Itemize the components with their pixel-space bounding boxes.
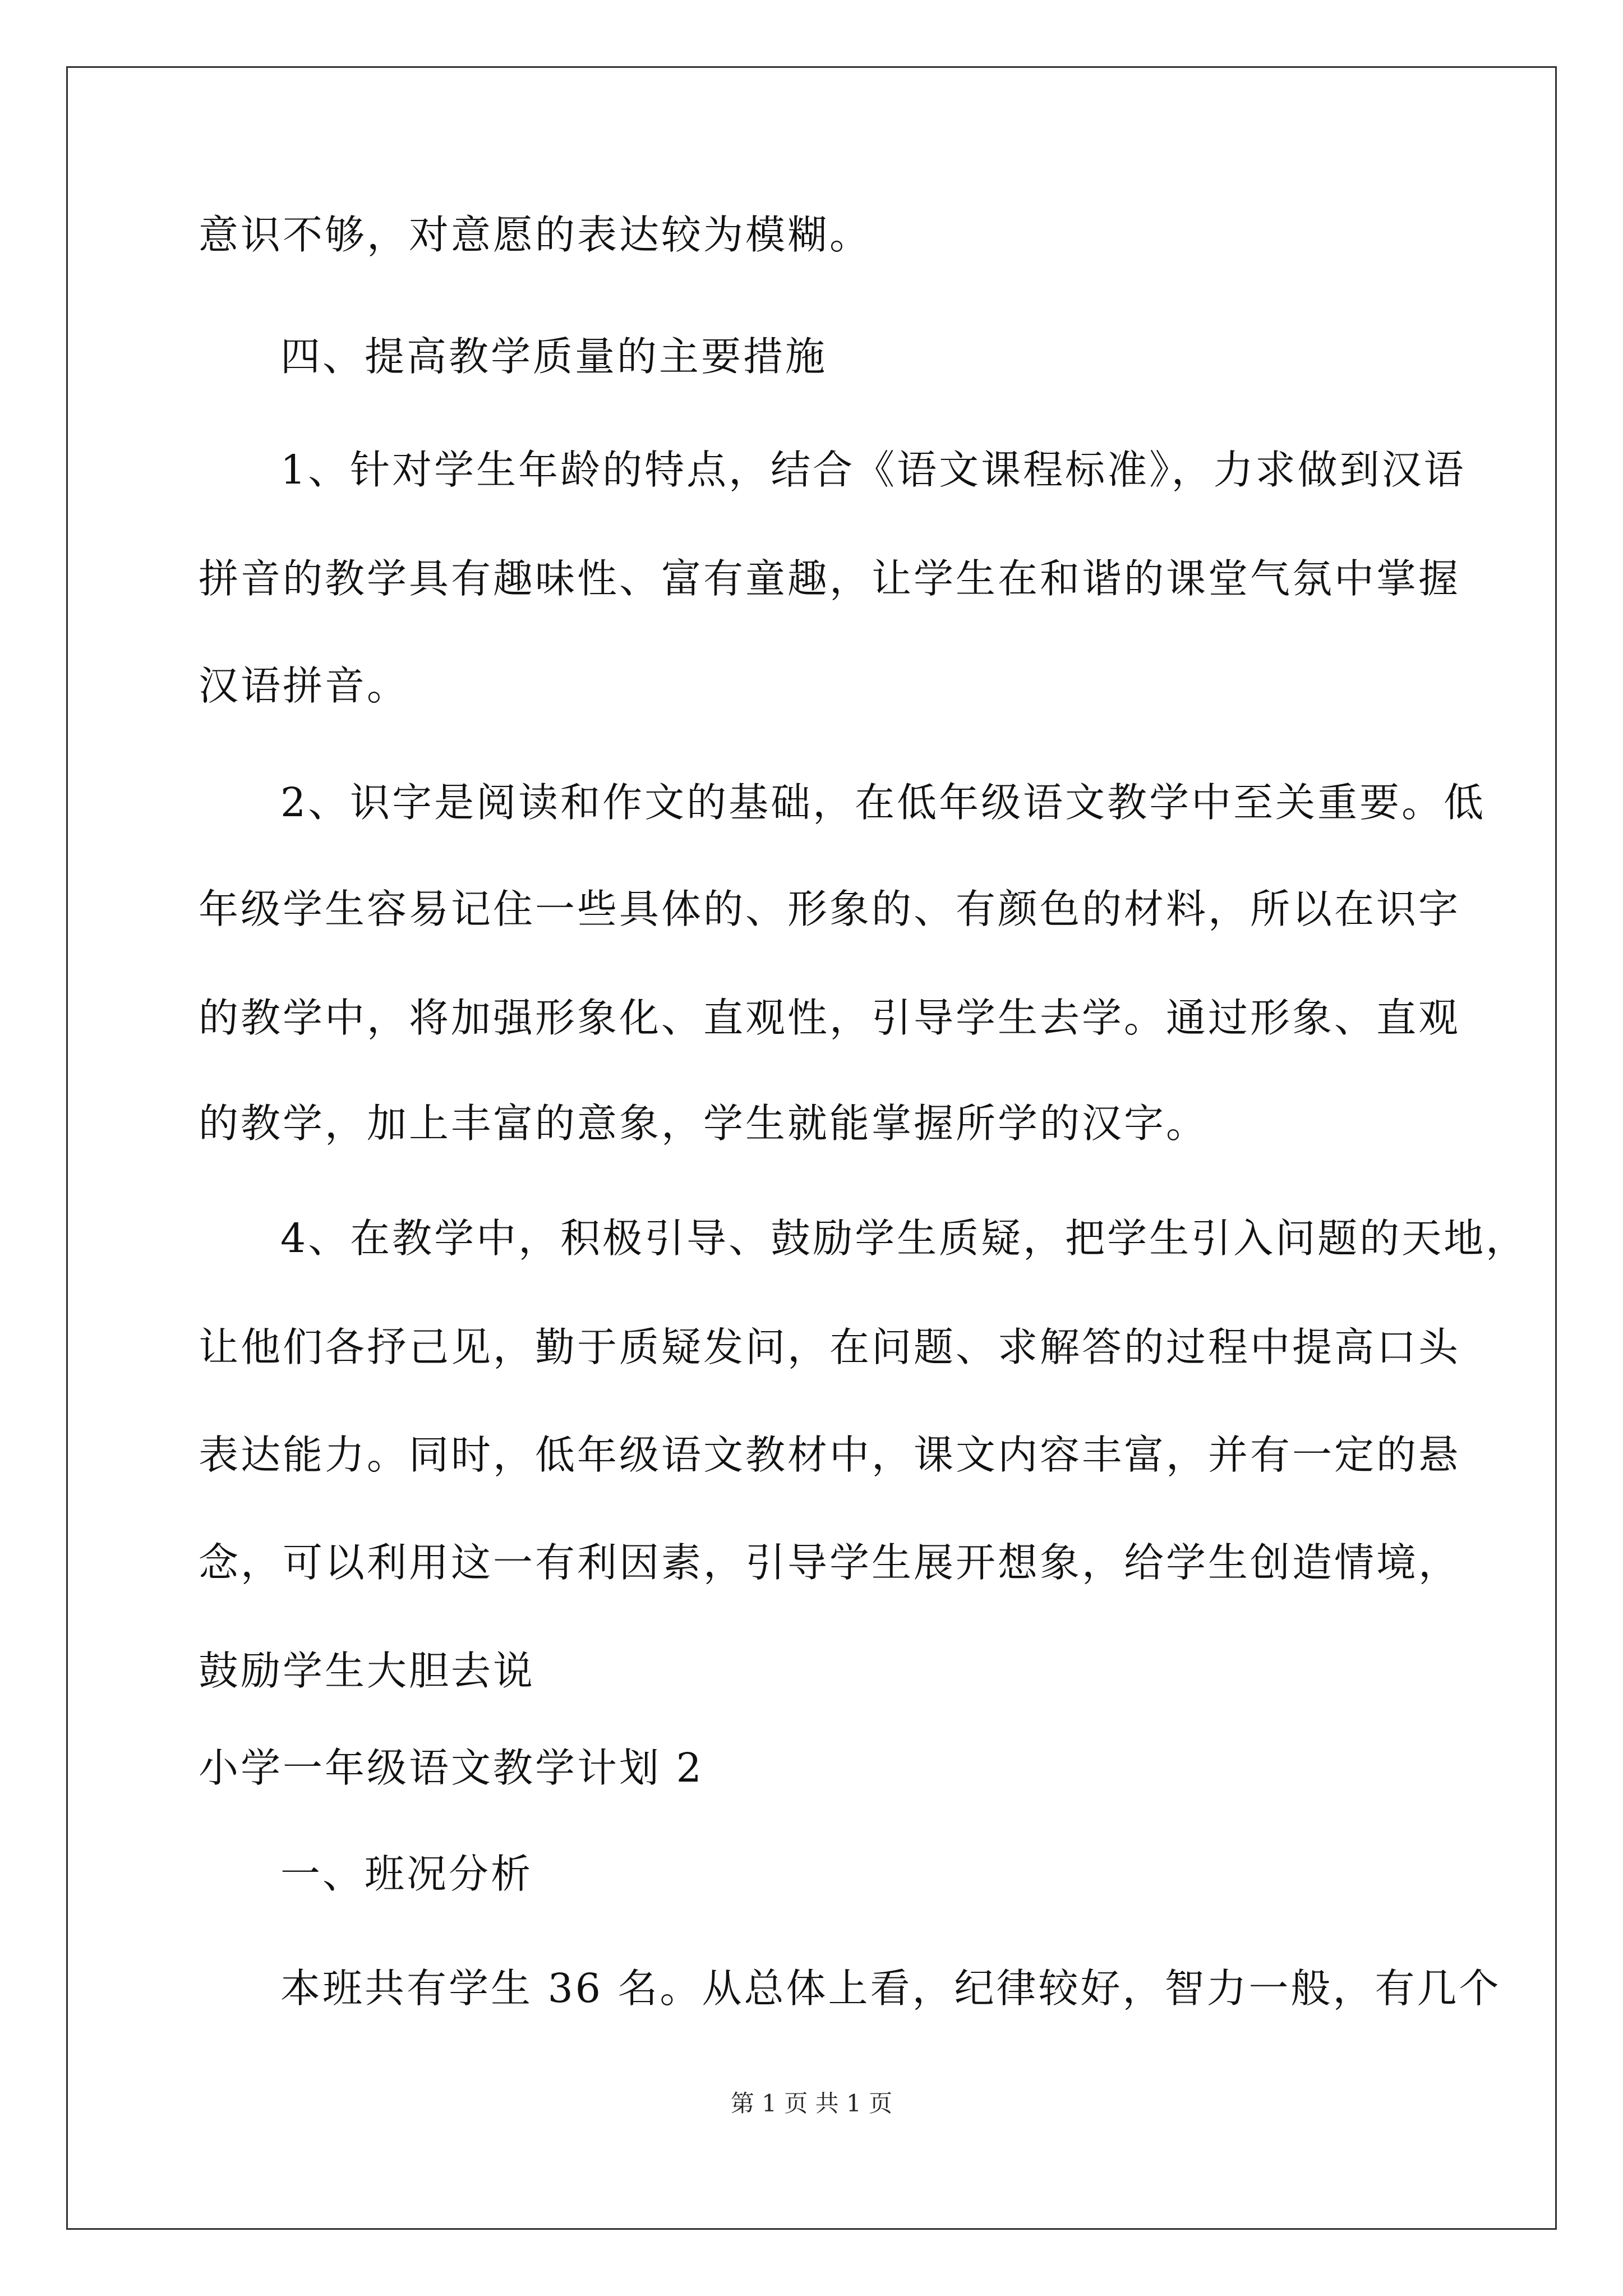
- text-line: 本班共有学生 36 名。从总体上看，纪律较好，智力一般，有几个: [280, 1965, 1501, 2012]
- text-line: 年级学生容易记住一些具体的、形象的、有颜色的材料，所以在识字: [199, 886, 1461, 932]
- text-line: 念，可以利用这一有利因素，引导学生展开想象，给学生创造情境，: [199, 1539, 1461, 1586]
- text-line: 意识不够，对意愿的表达较为模糊。: [199, 211, 872, 258]
- text-line: 的教学中，将加强形象化、直观性，引导学生去学。通过形象、直观: [199, 995, 1461, 1041]
- text-line: 2、识字是阅读和作文的基础，在低年级语文教学中至关重要。低: [280, 779, 1486, 826]
- text-line: 拼音的教学具有趣味性、富有童趣，让学生在和谐的课堂气氛中掌握: [199, 555, 1461, 602]
- text-line: 让他们各抒己见，勤于质疑发问，在问题、求解答的过程中提高口头: [199, 1324, 1461, 1370]
- text-line: 表达能力。同时，低年级语文教材中，课文内容丰富，并有一定的悬: [199, 1432, 1461, 1478]
- page-footer: 第 1 页 共 1 页: [730, 2090, 893, 2117]
- text-line: 汉语拼音。: [199, 662, 409, 709]
- section-heading: 四、提高教学质量的主要措施: [280, 333, 828, 380]
- text-line: 鼓励学生大胆去说: [199, 1648, 536, 1694]
- text-line: 4、在教学中，积极引导、鼓励学生质疑，把学生引入问题的天地，: [280, 1215, 1528, 1262]
- section-heading: 一、班况分析: [280, 1851, 533, 1897]
- document-title: 小学一年级语文教学计划 2: [199, 1745, 704, 1791]
- text-line: 1、针对学生年龄的特点，结合《语文课程标准》，力求做到汉语: [280, 447, 1466, 493]
- text-line: 的教学，加上丰富的意象，学生就能掌握所学的汉字。: [199, 1100, 1209, 1147]
